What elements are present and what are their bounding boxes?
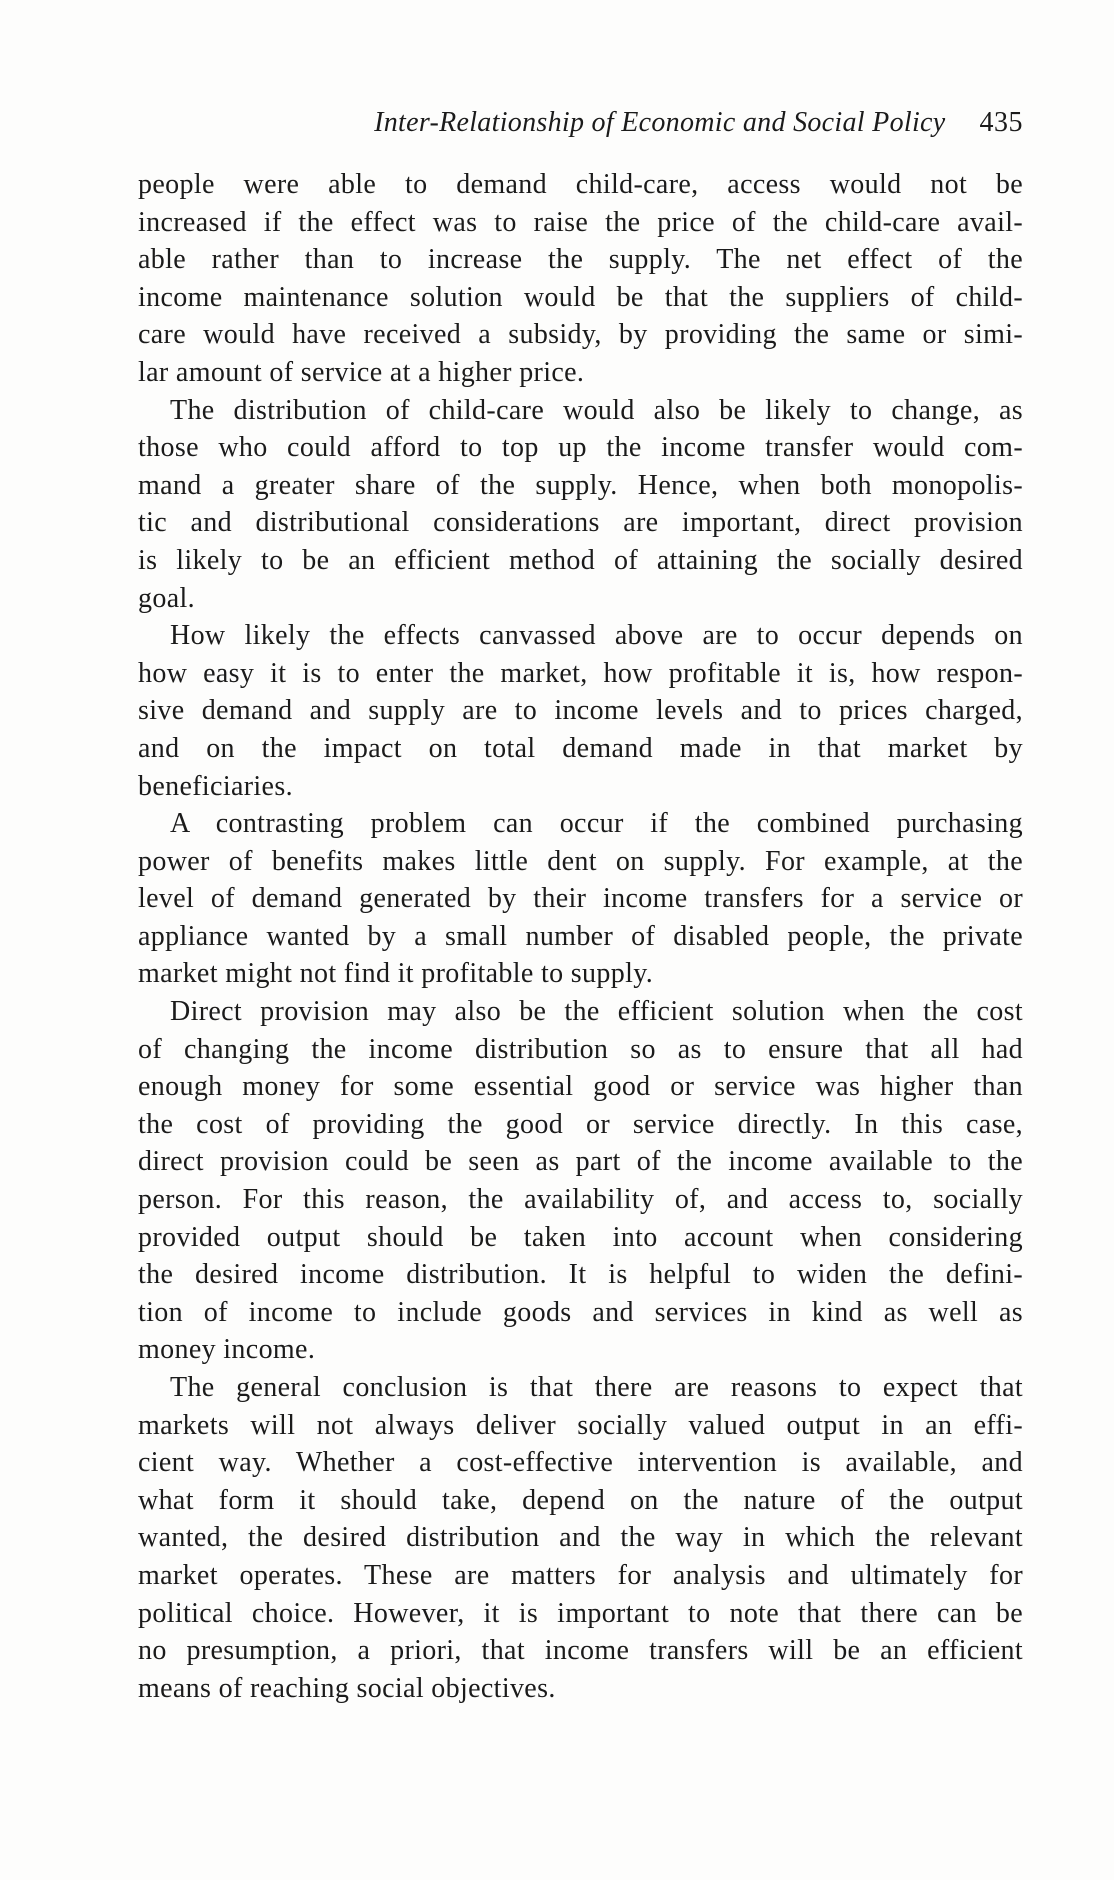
text-line: people were able to demand child-care, access would not be bbox=[138, 169, 1023, 200]
text-line: direct provision could be seen as part of the income available to the bbox=[138, 1146, 1023, 1178]
text-line: markets will not always deliver socially valued output in an effi- bbox=[138, 1409, 1023, 1441]
running-title: Inter-Relationship of Economic and Social Policy bbox=[374, 107, 946, 138]
text-line: is likely to be an efficient method of attaining the socially desired bbox=[138, 544, 1023, 576]
text-line: level of demand generated by their income transfers for a service or bbox=[138, 883, 1023, 915]
text-line: of changing the income distribution so as to ensure that all had bbox=[138, 1033, 1023, 1065]
paragraph bbox=[138, 617, 1023, 805]
text-line: those who could afford to top up the income transfer would com- bbox=[138, 432, 1023, 464]
text-line: increased if the effect was to raise the price of the child-care avail- bbox=[138, 206, 1023, 238]
text-line: market might not find it profitable to supply. bbox=[138, 958, 654, 990]
page-number: 435 bbox=[979, 107, 1023, 138]
text-line: the desired income distribution. It is helpful to widen the defini- bbox=[138, 1259, 1023, 1291]
text-line: provided output should be taken into account when considering bbox=[138, 1221, 1023, 1253]
text-line: person. For this reason, the availability of, and access to, socially bbox=[138, 1184, 1023, 1216]
body-text bbox=[138, 166, 1023, 1707]
text-line: care would have received a subsidy, by providing the same or simi- bbox=[138, 319, 1023, 351]
text-line: political choice. However, it is important to note that there can be bbox=[138, 1597, 1023, 1629]
text-line: what form it should take, depend on the nature of the output bbox=[138, 1484, 1023, 1516]
text-line: The general conclusion is that there are reasons to expect that bbox=[170, 1372, 1023, 1403]
text-line: cient way. Whether a cost-effective intervention is available, and bbox=[138, 1447, 1023, 1479]
text-line: How likely the effects canvassed above are to occur depends on bbox=[170, 620, 1023, 652]
paragraph bbox=[138, 993, 1023, 1369]
paragraph bbox=[138, 392, 1023, 618]
text-line: goal. bbox=[138, 582, 195, 614]
text-line: wanted, the desired distribution and the way in which the relevant bbox=[138, 1522, 1023, 1554]
paragraph bbox=[138, 1369, 1023, 1707]
text-line: power of benefits makes little dent on supply. For example, at the bbox=[138, 845, 1023, 877]
text-line: no presumption, a priori, that income transfers will be an efficient bbox=[138, 1635, 1023, 1667]
paragraph bbox=[138, 166, 1023, 392]
text-line: beneficiaries. bbox=[138, 770, 293, 802]
text-line: and on the impact on total demand made in that market by bbox=[138, 732, 1023, 764]
text-line: appliance wanted by a small number of disabled people, the private bbox=[138, 920, 1023, 952]
text-line: money income. bbox=[138, 1334, 316, 1366]
text-line: enough money for some essential good or service was higher than bbox=[138, 1071, 1023, 1103]
text-line: A contrasting problem can occur if the combined purchasing bbox=[170, 808, 1023, 840]
text-line: market operates. These are matters for analysis and ultimately for bbox=[138, 1559, 1023, 1591]
text-line: able rather than to increase the supply. The net effect of the bbox=[138, 244, 1023, 276]
text-line: means of reaching social objectives. bbox=[138, 1672, 556, 1704]
paragraph bbox=[138, 805, 1023, 993]
text-line: the cost of providing the good or service directly. In this case, bbox=[138, 1108, 1023, 1140]
text-line: lar amount of service at a higher price. bbox=[138, 356, 585, 388]
text-line: tion of income to include goods and services in kind as well as bbox=[138, 1296, 1023, 1328]
text-line: how easy it is to enter the market, how profitable it is, how respon- bbox=[138, 657, 1023, 689]
text-line: sive demand and supply are to income levels and to prices charged, bbox=[138, 695, 1023, 727]
running-header bbox=[374, 104, 1023, 142]
text-line: The distribution of child-care would also be likely to change, as bbox=[170, 394, 1023, 426]
text-line: mand a greater share of the supply. Hence, when both monopolis- bbox=[138, 469, 1023, 501]
text-line: Direct provision may also be the efficient solution when the cost bbox=[170, 996, 1023, 1028]
text-line: income maintenance solution would be that the suppliers of child- bbox=[138, 281, 1023, 313]
text-line: tic and distributional considerations are important, direct provision bbox=[138, 507, 1023, 539]
